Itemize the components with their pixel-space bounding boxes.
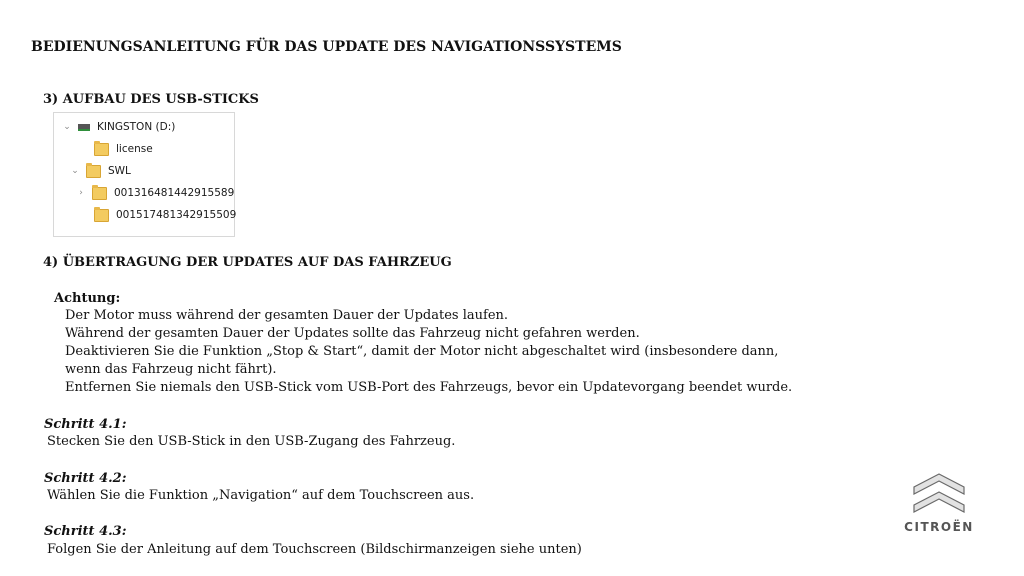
tree-row-swl[interactable] bbox=[62, 162, 131, 180]
folder-icon bbox=[92, 187, 107, 200]
folder-label: 001517481342915509 bbox=[116, 209, 237, 221]
caution-line: Entfernen Sie niemals den USB-Stick vom USB-Port des Fahrzeugs, bevor ein Updatevorgang beendet wurde. bbox=[65, 380, 793, 395]
step-text: Stecken Sie den USB-Stick in den USB-Zugang des Fahrzeug. bbox=[47, 434, 456, 449]
tree-row-folder-2[interactable] bbox=[78, 206, 236, 224]
folder-label: 001316481442915589 bbox=[114, 187, 235, 199]
tree-row-license[interactable] bbox=[78, 140, 153, 158]
caution-label: Achtung: bbox=[54, 291, 121, 306]
section-3-heading: 3) AUFBAU DES USB-STICKS bbox=[43, 92, 259, 107]
file-explorer-tree bbox=[53, 112, 235, 237]
caution-text bbox=[65, 307, 792, 397]
drive-label: KINGSTON (D:) bbox=[97, 121, 176, 133]
step-label: Schritt 4.3: bbox=[44, 524, 127, 539]
tree-row-folder-1[interactable] bbox=[76, 184, 234, 202]
step-label: Schritt 4.2: bbox=[44, 471, 127, 486]
folder-icon bbox=[94, 209, 109, 222]
tree-row-drive[interactable] bbox=[62, 118, 175, 136]
step-text: Wählen Sie die Funktion „Navigation“ auf dem Touchscreen aus. bbox=[47, 488, 475, 503]
section-4-heading: 4) ÜBERTRAGUNG DER UPDATES AUF DAS FAHRZEUG bbox=[43, 255, 452, 270]
document-title: BEDIENUNGSANLEITUNG FÜR DAS UPDATE DES NAVIGATIONSSYSTEMS bbox=[31, 39, 622, 55]
folder-icon bbox=[94, 143, 109, 156]
chevron-down-icon[interactable]: ⌄ bbox=[63, 122, 71, 132]
caution-line: wenn das Fahrzeug nicht fährt). bbox=[65, 362, 277, 377]
folder-icon bbox=[86, 165, 101, 178]
chevron-right-icon[interactable]: › bbox=[79, 188, 83, 198]
chevron-down-icon[interactable]: ⌄ bbox=[71, 166, 79, 176]
logo-wordmark: CITROËN bbox=[904, 520, 974, 534]
caution-line: Deaktivieren Sie die Funktion „Stop & Start“, damit der Motor nicht abgeschaltet wird (insbesondere dann, bbox=[65, 344, 779, 359]
usb-drive-icon bbox=[78, 124, 90, 131]
step-text: Folgen Sie der Anleitung auf dem Touchscreen (Bildschirmanzeigen siehe unten) bbox=[47, 542, 582, 557]
folder-label: SWL bbox=[108, 165, 131, 177]
caution-line: Während der gesamten Dauer der Updates sollte das Fahrzeug nicht gefahren werden. bbox=[65, 326, 640, 341]
step-label: Schritt 4.1: bbox=[44, 417, 127, 432]
caution-line: Der Motor muss während der gesamten Dauer der Updates laufen. bbox=[65, 308, 509, 323]
folder-label: license bbox=[116, 143, 153, 155]
citroen-logo bbox=[893, 468, 985, 538]
double-chevron-icon bbox=[893, 468, 985, 520]
